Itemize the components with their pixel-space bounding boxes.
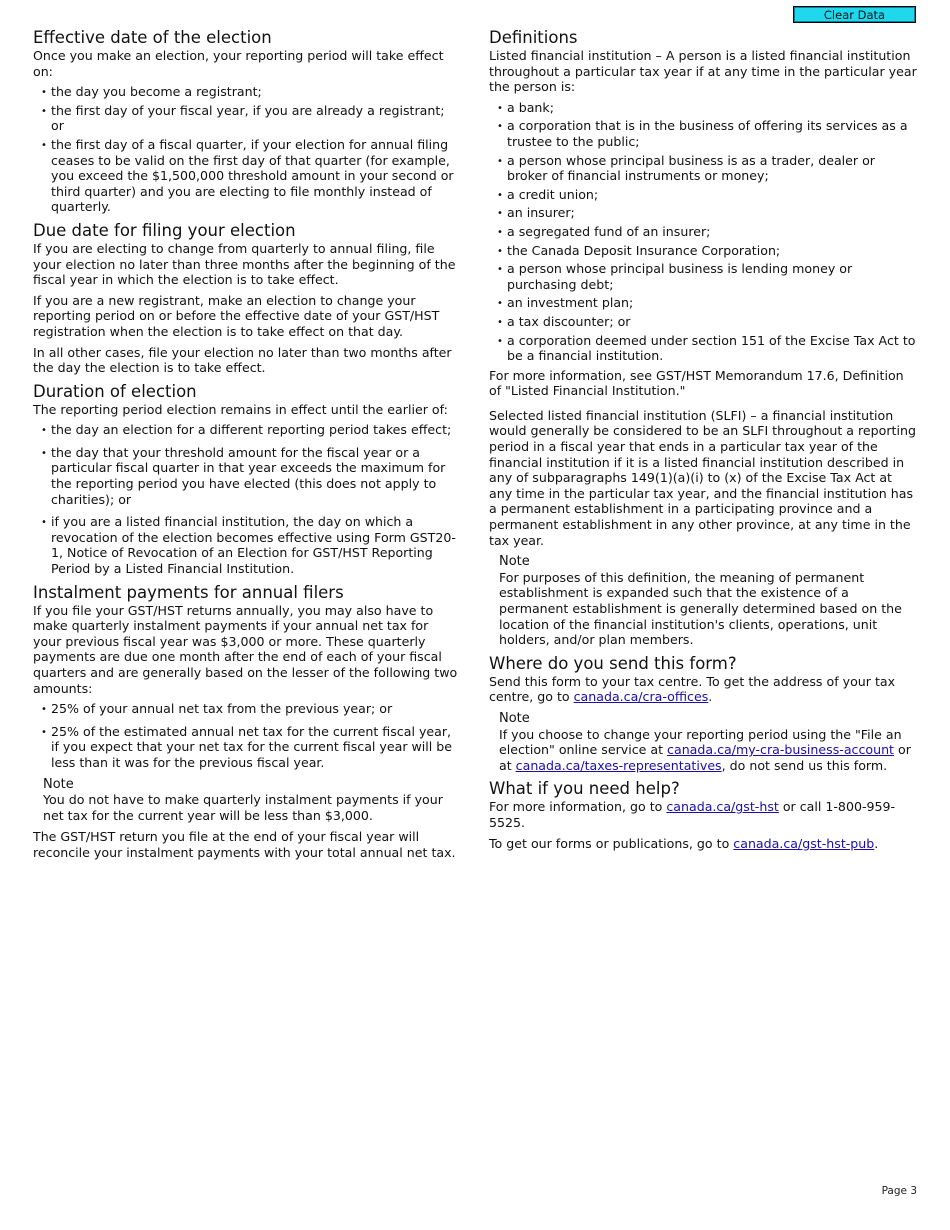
gst-hst-link[interactable]: canada.ca/gst-hst	[666, 799, 779, 815]
instalment-closing: The GST/HST return you file at the end of your fiscal year will reconcile your instalment payments with your total annual net tax.	[33, 829, 456, 860]
duration-list	[33, 422, 458, 576]
due-date-paragraph: In all other cases, file your election no later than two months after the day the election is to take effect.	[33, 344, 452, 376]
help-text	[489, 799, 919, 830]
publications-text: To get our forms or publications, go to canada.ca/gst-hst-pub.	[489, 835, 879, 851]
list-item: • the day you become a registrant;	[33, 84, 458, 100]
list-item: • the day that your threshold amount for the fiscal year or a particular fiscal quarter in that year exceeds the maximum for the reporting period you have elected (this does not apply to charities); or	[33, 445, 458, 507]
send-form-label: Send this form to your tax centre. To get the address of your tax centre, go to	[489, 673, 896, 705]
instalment-note	[43, 777, 458, 824]
lfi-list	[489, 100, 919, 364]
note-title: Note	[499, 554, 530, 570]
due-date-section	[33, 221, 458, 376]
note-title: Note	[43, 776, 74, 792]
effective-date-section	[33, 28, 458, 215]
list-item: • the day an election for a different reporting period takes effect;	[33, 422, 458, 438]
duration-section	[33, 382, 458, 577]
memorandum-reference: For more information, see GST/HST Memorandum 17.6, Definition of "Listed Financial Institution."	[489, 367, 904, 399]
definitions-section	[489, 28, 919, 648]
send-form-text: Send this form to your tax centre. To get the address of your tax centre, go to canada.ca/cra-offices.	[489, 673, 896, 705]
list-item: • 25% of your annual net tax from the previous year; or	[33, 701, 458, 717]
effective-date-heading: Effective date of the election	[33, 28, 272, 47]
list-item: • 25% of the estimated annual net tax for the current fiscal year, if you expect that your net tax for the current fiscal year will be less than it was for the previous fiscal year.	[33, 724, 458, 771]
help-label: For more information, go to	[489, 799, 663, 815]
due-date-paragraph: If you are a new registrant, make an election to change your reporting period on or before the effective date of your GST/HST registration when the election is to take effect on that day.	[33, 292, 440, 339]
duration-intro: The reporting period election remains in effect until the earlier of:	[33, 401, 448, 417]
list-item: • a tax discounter; or	[489, 314, 919, 330]
list-item: • the Canada Deposit Insurance Corporation;	[489, 243, 919, 259]
due-date-paragraph: If you are electing to change from quarterly to annual filing, file your election no later than three months after the beginning of the fiscal year in which the election is to take effect.	[33, 240, 456, 288]
instalment-intro: If you file your GST/HST returns annually, you may also have to make quarterly instalment payments if your annual net tax for your previous fiscal year was $3,000 or more. These quarterly payments are due one month after the end of each of your fiscal quarters and are generally based on the lesser of the following two amounts:	[33, 602, 458, 696]
list-item: • a corporation deemed under section 151 of the Excise Tax Act to be a financial institution.	[489, 333, 919, 364]
list-item: • an insurer;	[489, 205, 919, 221]
left-column	[33, 28, 458, 867]
my-cra-business-account-link[interactable]: canada.ca/my-cra-business-account	[667, 742, 894, 758]
list-item: • an investment plan;	[489, 295, 919, 311]
note-text: For purposes of this definition, the meaning of permanent establishment is expanded such that the existence of a permanent establishment is generally determined based on the location of the financial institution's clients, operations, unit holders, and/or plan members.	[499, 569, 902, 648]
gst-hst-pub-link[interactable]: canada.ca/gst-hst-pub	[733, 835, 875, 851]
list-item: • a segregated fund of an insurer;	[489, 224, 919, 240]
publications-label: To get our forms or publications, go to	[489, 835, 730, 851]
send-form-section	[489, 654, 919, 774]
page-number: Page 3	[881, 1185, 917, 1197]
help-phone: or call 1-800-959-5525.	[489, 799, 896, 830]
cra-offices-link[interactable]: canada.ca/cra-offices	[573, 689, 709, 705]
instalment-heading: Instalment payments for annual filers	[33, 582, 344, 602]
list-item: • a credit union;	[489, 187, 919, 203]
instalment-list	[33, 701, 458, 770]
definitions-heading: Definitions	[489, 28, 578, 47]
list-item: • a corporation that is in the business of offering its services as a trustee to the public;	[489, 118, 919, 149]
note-text: or at	[499, 742, 911, 773]
send-form-heading: Where do you send this form?	[489, 653, 737, 673]
slfi-note	[499, 554, 919, 648]
lfi-definition: Listed financial institution – A person is a listed financial institution throughout a particular tax year if at any time in the particular year the person is:	[489, 48, 917, 95]
list-item: • a bank;	[489, 100, 919, 116]
duration-heading: Duration of election	[33, 381, 197, 401]
list-item: • the first day of your fiscal year, if you are already a registrant; or	[33, 103, 458, 134]
help-heading: What if you need help?	[489, 779, 680, 799]
list-item: • if you are a listed financial institution, the day on which a revocation of the election becomes effective using Form GST20-1, Notice of Revocation of an Election for GST/HST Reporting Period by a Listed Financial Institution.	[33, 514, 458, 576]
taxes-representatives-link[interactable]: canada.ca/taxes-representatives	[515, 757, 722, 773]
list-item: • a person whose principal business is as a trader, dealer or broker of financial instruments or money;	[489, 153, 919, 184]
note-text: , do not send us this form.	[721, 757, 888, 773]
right-column	[489, 28, 919, 857]
list-item: • a person whose principal business is lending money or purchasing debt;	[489, 261, 919, 292]
effective-date-list	[33, 84, 458, 215]
note-text: You do not have to make quarterly instalment payments if your net tax for the current year will be less than $3,000.	[43, 792, 443, 823]
send-form-note	[499, 711, 919, 773]
effective-date-intro: Once you make an election, your reporting period will take effect on:	[33, 48, 444, 79]
help-section	[489, 779, 919, 851]
note-text: If you choose to change your reporting period using the "File an election" online service at	[499, 726, 902, 758]
slfi-definition: Selected listed financial institution (SLFI) – a financial institution would generally be considered to be an SLFI throughout a reporting period in a fiscal year that ends in a particular tax year of the financial institution if it is a listed financial institution described in any of subparagraphs 149(1)(a)(i) to (x) of the Excise Tax Act at any time in the particular tax year, and the financial institution has a permanent establishment in a participating province and a permanent establishment in any other province, at any time in the tax year.	[489, 407, 916, 548]
due-date-heading: Due date for filing your election	[33, 220, 296, 240]
list-item: • the first day of a fiscal quarter, if your election for annual filing ceases to be valid on the first day of that quarter (for example, you exceed the $1,500,000 threshold amount in your second or third quarter) and you are electing to file monthly instead of quarterly.	[33, 137, 458, 215]
instalment-section	[33, 583, 458, 861]
clear-data-button[interactable]: Clear Data	[793, 6, 916, 23]
note-title: Note	[499, 710, 530, 726]
